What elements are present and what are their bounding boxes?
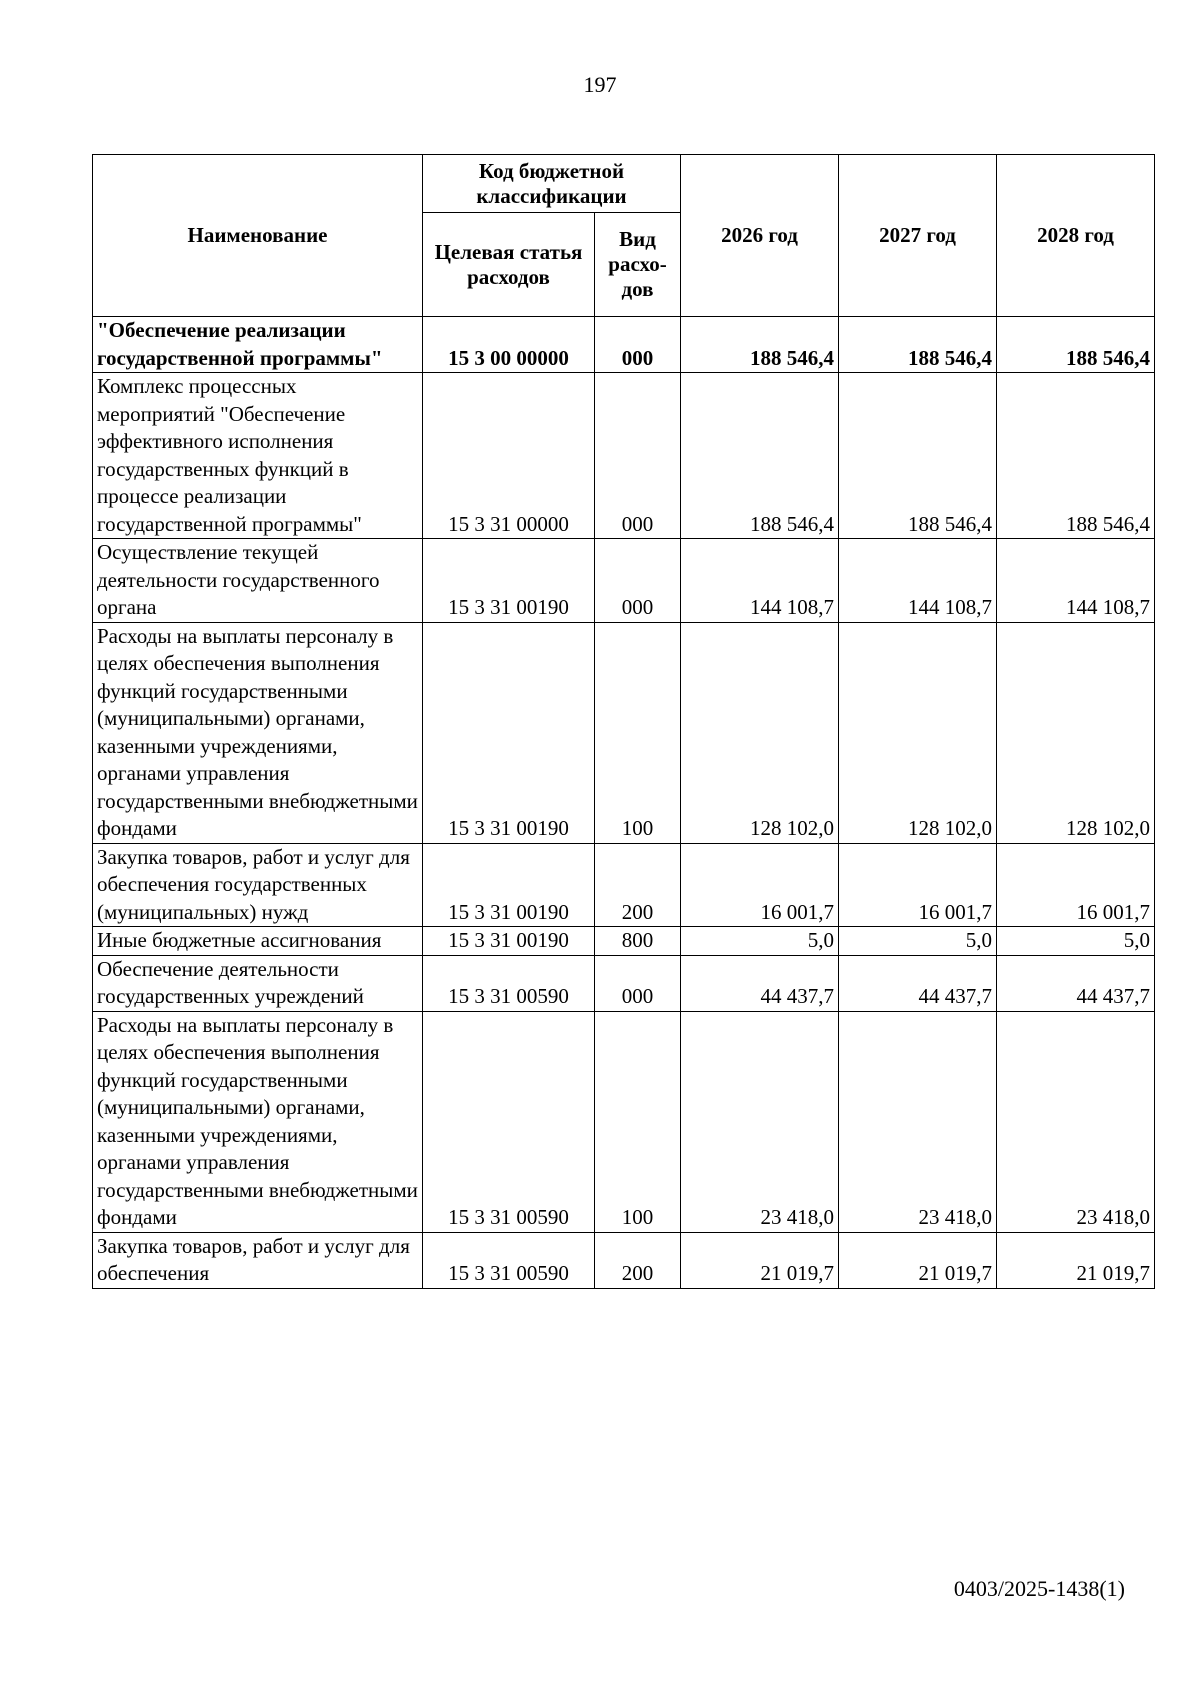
row-value-2028: 188 546,4: [997, 317, 1155, 373]
row-value-2027: 188 546,4: [839, 373, 997, 539]
header-target-article: Целевая статья расходов: [423, 213, 595, 317]
row-target-code: 15 3 31 00000: [423, 373, 595, 539]
header-name: Наименование: [93, 155, 423, 317]
row-expense-kind: 200: [595, 843, 681, 927]
page-number: 197: [583, 72, 617, 97]
row-value-2027: 188 546,4: [839, 317, 997, 373]
row-value-2026: 5,0: [681, 927, 839, 956]
row-value-2027: 21 019,7: [839, 1232, 997, 1288]
row-value-2026: 21 019,7: [681, 1232, 839, 1288]
budget-table: [92, 154, 1155, 1289]
row-value-2027: 5,0: [839, 927, 997, 956]
row-name: Обеспечение деятельности государственных учреждений: [93, 955, 423, 1011]
row-value-2026: 16 001,7: [681, 843, 839, 927]
document-id: 0403/2025-1438(1): [953, 1576, 1125, 1601]
table-row: [93, 317, 1155, 373]
row-expense-kind: 100: [595, 1011, 681, 1232]
row-target-code: 15 3 00 00000: [423, 317, 595, 373]
row-name: Осуществление текущей деятельности государственного органа: [93, 539, 423, 623]
row-value-2028: 16 001,7: [997, 843, 1155, 927]
header-code-group: Код бюджетной классификации: [423, 155, 681, 213]
row-expense-kind: 800: [595, 927, 681, 956]
row-target-code: 15 3 31 00190: [423, 843, 595, 927]
row-value-2026: 23 418,0: [681, 1011, 839, 1232]
row-target-code: 15 3 31 00590: [423, 1232, 595, 1288]
row-value-2028: 44 437,7: [997, 955, 1155, 1011]
row-expense-kind: 100: [595, 622, 681, 843]
row-expense-kind: 000: [595, 539, 681, 623]
row-target-code: 15 3 31 00190: [423, 927, 595, 956]
row-value-2026: 188 546,4: [681, 373, 839, 539]
row-value-2026: 188 546,4: [681, 317, 839, 373]
row-value-2027: 44 437,7: [839, 955, 997, 1011]
row-value-2028: 5,0: [997, 927, 1155, 956]
row-name: Закупка товаров, работ и услуг для обеспечения: [93, 1232, 423, 1288]
row-target-code: 15 3 31 00590: [423, 1011, 595, 1232]
row-value-2026: 44 437,7: [681, 955, 839, 1011]
table-row: [93, 1232, 1155, 1288]
row-expense-kind: 000: [595, 955, 681, 1011]
row-value-2026: 128 102,0: [681, 622, 839, 843]
header-year-2026: 2026 год: [681, 155, 839, 317]
row-value-2027: 128 102,0: [839, 622, 997, 843]
table-row: [93, 1011, 1155, 1232]
row-name: Комплекс процессных мероприятий "Обеспечение эффективного исполнения государственных функций в процессе реализации государственной программы": [93, 373, 423, 539]
row-expense-kind: 000: [595, 373, 681, 539]
row-name: "Обеспечение реализации государственной программы": [93, 317, 423, 373]
header-expense-kind: Вид расхо-дов: [595, 213, 681, 317]
row-target-code: 15 3 31 00190: [423, 622, 595, 843]
table-row: [93, 539, 1155, 623]
row-value-2027: 144 108,7: [839, 539, 997, 623]
table-row: [93, 622, 1155, 843]
row-expense-kind: 000: [595, 317, 681, 373]
row-value-2028: 128 102,0: [997, 622, 1155, 843]
row-value-2028: 23 418,0: [997, 1011, 1155, 1232]
row-expense-kind: 200: [595, 1232, 681, 1288]
row-value-2028: 144 108,7: [997, 539, 1155, 623]
header-year-2027: 2027 год: [839, 155, 997, 317]
row-value-2027: 16 001,7: [839, 843, 997, 927]
row-value-2028: 21 019,7: [997, 1232, 1155, 1288]
table-row: [93, 927, 1155, 956]
row-name: Расходы на выплаты персоналу в целях обеспечения выполнения функций государственными (муниципальными) органами, казенными учреждениями, органами управления государственными внебюджетными фондами: [93, 622, 423, 843]
row-name: Иные бюджетные ассигнования: [93, 927, 423, 956]
row-value-2028: 188 546,4: [997, 373, 1155, 539]
table-row: [93, 373, 1155, 539]
header-year-2028: 2028 год: [997, 155, 1155, 317]
row-target-code: 15 3 31 00590: [423, 955, 595, 1011]
row-value-2027: 23 418,0: [839, 1011, 997, 1232]
row-name: Закупка товаров, работ и услуг для обеспечения государственных (муниципальных) нужд: [93, 843, 423, 927]
table-row: [93, 955, 1155, 1011]
row-target-code: 15 3 31 00190: [423, 539, 595, 623]
table-row: [93, 843, 1155, 927]
row-value-2026: 144 108,7: [681, 539, 839, 623]
row-name: Расходы на выплаты персоналу в целях обеспечения выполнения функций государственными (муниципальными) органами, казенными учреждениями, органами управления государственными внебюджетными фондами: [93, 1011, 423, 1232]
